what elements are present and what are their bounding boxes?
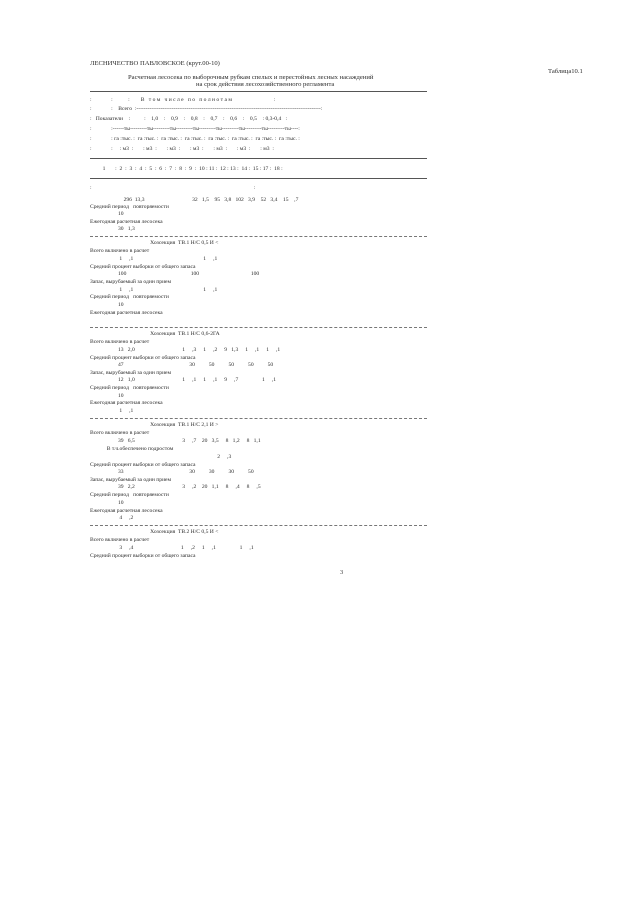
row-label: Ежегодная расчетная лесосека [90,219,163,225]
column-numbers-rule [90,178,427,179]
section-heading: Хозсекция ТВ.2 Н/С 0,5 И < [90,529,219,535]
row-label: Средний процент выборки от общего запаса [90,462,196,468]
section-heading: Хозсекция ТВ.1 Н/С 2,1 И > [90,422,219,428]
row-label: Ежегодная расчетная лесосека [90,310,163,316]
row-label: Запас, вырубаемый за один прием [90,279,172,285]
row-values: 10 [90,211,124,217]
row-values: 47 30 50 50 50 50 [90,362,274,368]
table-title: Расчетная лесосека по выборочным рубкам спелых и перестойных лесных насаждений [128,74,374,81]
table-subtitle: на срок действия лесохозяйственного регламента [196,81,335,88]
row-values: 12 1,0 1 ,1 1 ,1 9 ,7 1 ,1 [90,377,276,383]
header-row-2: : : Всего :---------------------------------------------------------------------------------------------------: [90,106,323,112]
row-values: 3 ,4 1 ,2 1 ,1 1 ,1 [90,545,254,551]
row-label: Средний процент выборки от общего запаса [90,264,196,270]
row-values: 13 2,0 1 ,3 1 ,2 9 1,3 1 ,1 1 ,1 [90,347,281,353]
header-row-6: : : : м3 : : м3 : : м3 : : м3 : : м3 : : м3 : : м3 : [90,146,274,152]
section-separator [90,525,427,526]
row-label: Всего включено в расчет [90,248,150,254]
row-values: 30 1,3 [90,226,135,232]
header-row-5: : : га :тыс. : га :тыс. : га :тыс. : га :тыс. : га :тыс. : га :тыс. : га :тыс. : га :тыс. : [90,136,300,142]
section-separator [90,418,427,419]
table-top-rule [90,91,427,92]
header-row-8: : : [90,185,256,191]
row-label: Средний период повторяемости [90,204,169,210]
row-values: 1 ,1 1 ,1 [90,287,218,293]
header-bottom-rule [90,158,427,159]
row-values: 100 100 100 [90,271,260,277]
table-number: Таблица10.1 [548,68,583,75]
row-label: Ежегодная расчетная лесосека [90,508,163,514]
row-values: 10 [90,500,124,506]
row-label: Средний процент выборки от общего запаса [90,355,196,361]
row-values: 10 [90,302,124,308]
row-label: Средний период повторяемости [90,294,169,300]
header-row-3: : Показатели : : 1,0 : 0,9 : 0,8 : 0,7 : 0,6 : 0,5 : 0,3-0,4 : [90,116,288,122]
row-label: Всего включено в расчет [90,339,150,345]
row-values: 33 30 30 30 50 [90,469,254,475]
row-label: Средний период повторяемости [90,492,169,498]
section-separator [90,236,427,237]
row-label: Запас, вырубаемый за один прием [90,477,172,483]
row-label: Средний период повторяемости [90,385,169,391]
header-row-4: : :------ты---------ты---------ты---------ты---------ты---------ты---------ты---------ты----: [90,126,300,132]
section-separator [90,327,427,328]
row-values: 1 ,1 1 ,1 [90,256,218,262]
row-label: Всего включено в расчет [90,430,150,436]
row-values: 10 [90,393,124,399]
section-heading: Хозсекция ТВ.1 Н/С 0,5 И < [90,240,219,246]
column-numbers-row: 1 : 2 : 3 : 4 : 5 : 6 : 7 : 8 : 9 : 10 : 11 : 12 : 13 : 14 : 15 : 17 : 18 : [90,166,283,172]
header-row-1: : : : В т о м ч и с л е п о п о л н о т а м : [90,97,276,103]
organization-heading: ЛЕСНИЧЕСТВО ПАВЛОВСКОЕ (крут.00-10) [90,60,220,67]
row-values: 1 ,1 [90,408,134,414]
row-label: В т.ч.обеспечено подростом [90,446,174,452]
row-label: Ежегодная расчетная лесосека [90,400,163,406]
total-values-row: 296 13,3 32 1,5 95 3,8 102 3,9 52 3,4 15 ,7 [90,197,299,203]
row-label: Всего включено в расчет [90,537,150,543]
row-values: 4 ,2 [90,515,134,521]
section-heading: Хозсекция ТВ.1 Н/С 0,6-2ГА [90,331,220,337]
row-values: 2 ,3 [90,454,232,460]
row-label: Средний процент выборки от общего запаса [90,553,196,559]
row-values: 39 2,2 3 ,2 20 1,1 8 ,4 8 ,5 [90,484,261,490]
row-values: 39 6,5 3 ,7 20 3,5 8 1,2 8 1,1 [90,438,261,444]
page-number: 3 [340,569,344,576]
row-label: Запас, вырубаемый за один прием [90,370,172,376]
